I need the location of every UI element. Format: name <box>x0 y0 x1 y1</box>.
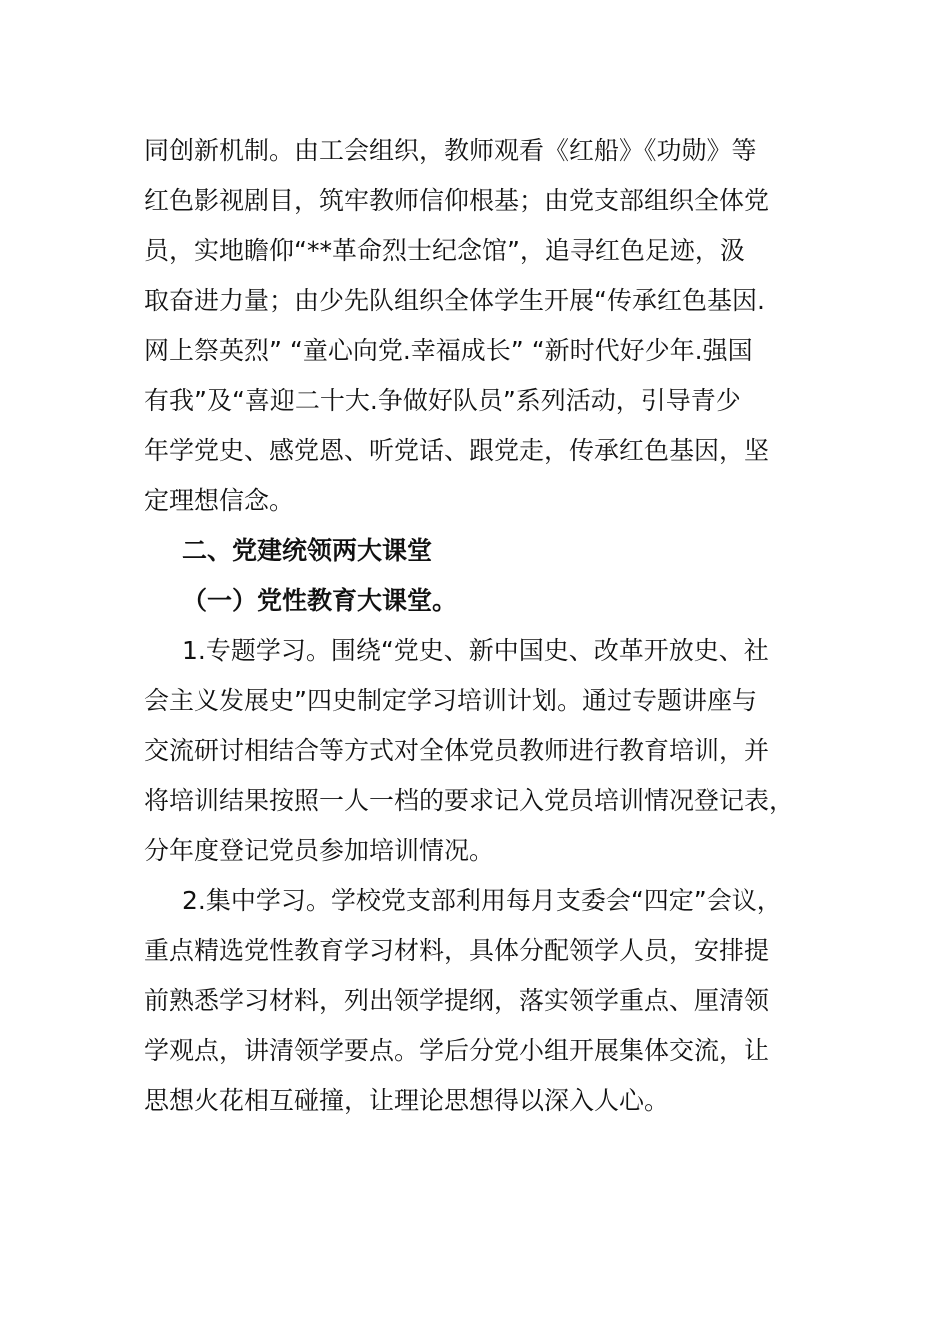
paragraph-line: 分年度登记党员参加培训情况。 <box>144 836 495 865</box>
paragraph-line: 有我”及“喜迎二十大.争做好队员”系列活动，引导青少 <box>144 386 741 415</box>
section-heading-line: 二、党建统领两大课堂 <box>182 536 433 565</box>
paragraph-line: 年学党史、感党恩、听党话、跟党走，传承红色基因，坚 <box>144 436 770 465</box>
paragraph-line: 将培训结果按照一人一档的要求记入党员培训情况登记表， <box>144 786 795 815</box>
paragraph-line: 前熟悉学习材料，列出领学提纲，落实领学重点、厘清领 <box>144 986 770 1015</box>
paragraph-line: 交流研讨相结合等方式对全体党员教师进行教育培训，并 <box>144 736 770 765</box>
paragraph-line: 重点精选党性教育学习材料，具体分配领学人员，安排提 <box>144 936 770 965</box>
paragraph-line: 定理想信念。 <box>144 486 295 515</box>
document-body <box>144 126 808 1126</box>
paragraph-line: 网上祭英烈” “童心向党.幸福成长” “新时代好少年.强国 <box>144 336 753 365</box>
paragraph-line: 员，实地瞻仰“**革命烈士纪念馆”，追寻红色足迹，汲 <box>144 236 745 265</box>
paragraph-line: 思想火花相互碰撞，让理论思想得以深入人心。 <box>144 1086 670 1115</box>
paragraph-line: 红色影视剧目，筑牢教师信仰根基；由党支部组织全体党 <box>144 186 770 215</box>
section-heading-line: （一）党性教育大课堂。 <box>182 586 458 615</box>
paragraph-line: 同创新机制。由工会组织，教师观看《红船》《功勋》等 <box>144 136 757 165</box>
paragraph-line: 会主义发展史”四史制定学习培训计划。通过专题讲座与 <box>144 686 757 715</box>
paragraph-line: 1.专题学习。围绕“党史、新中国史、改革开放史、社 <box>182 636 769 665</box>
paragraph-line: 取奋进力量；由少先队组织全体学生开展“传承红色基因. <box>144 286 765 315</box>
paragraph-line: 学观点，讲清领学要点。学后分党小组开展集体交流，让 <box>144 1036 770 1065</box>
paragraph-line: 2.集中学习。学校党支部利用每月支委会“四定”会议， <box>182 886 782 915</box>
